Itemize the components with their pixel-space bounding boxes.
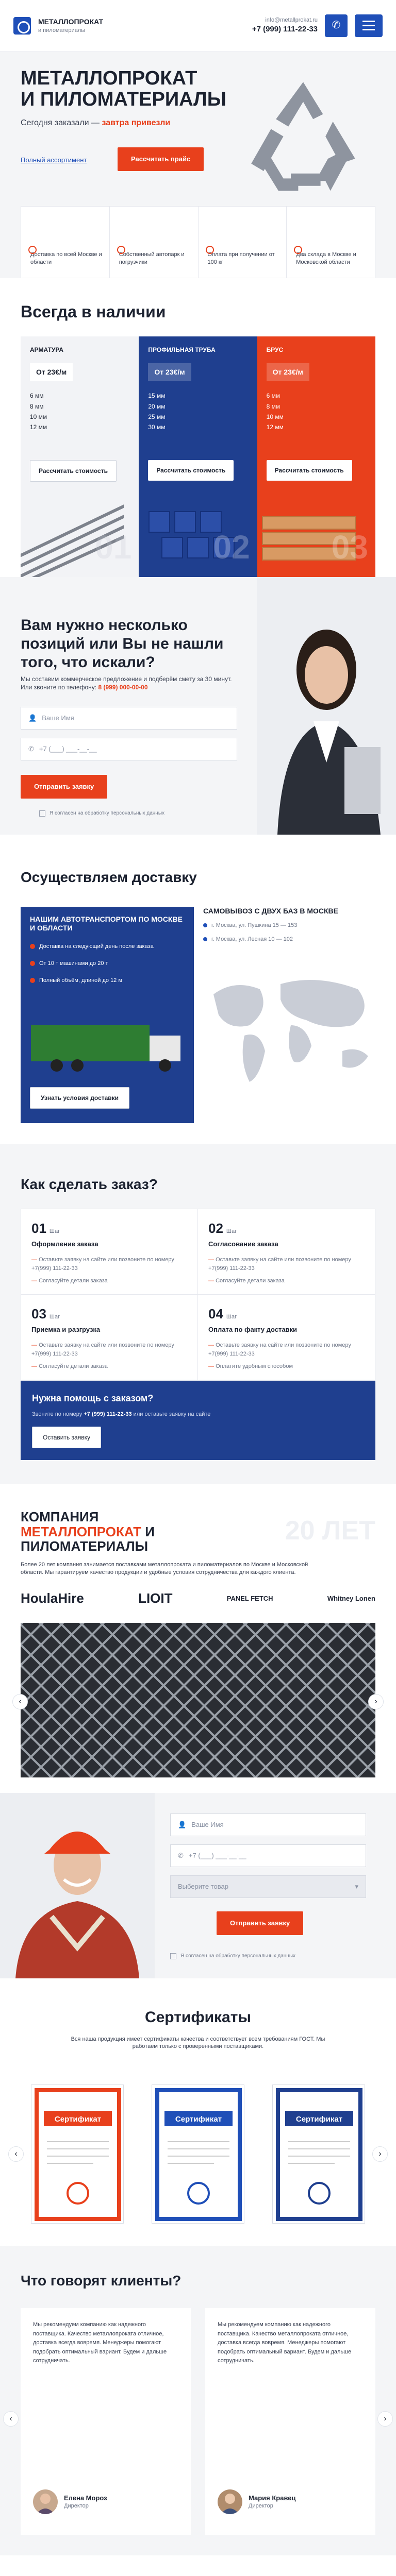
check-icon: [206, 246, 214, 254]
review-card: [205, 2308, 375, 2535]
step-number: 04: [208, 1306, 223, 1321]
mesh-prev-arrow[interactable]: ‹: [12, 1694, 28, 1709]
step-detail: — Оставьте заявку на сайте или позвоните по номеру +7(999) 111-22-33: [208, 1341, 365, 1358]
avatar: [218, 2489, 242, 2514]
menu-button[interactable]: [355, 14, 383, 37]
partners-row: [21, 1585, 375, 1611]
card-price: От 23€/м: [267, 363, 309, 381]
step-item: [21, 1295, 198, 1380]
certs-prev-arrow[interactable]: ‹: [8, 2146, 24, 2162]
hero-title-line1: МЕТАЛЛОПРОКАТ: [21, 67, 197, 89]
certificate-image: [273, 2085, 366, 2224]
product-card-rebar[interactable]: [21, 336, 139, 579]
worker-photo: [0, 1793, 155, 1978]
name-placeholder: Ваше Имя: [191, 1821, 224, 1829]
faq-section: [0, 2555, 396, 2576]
hero-subtitle: [21, 117, 170, 129]
step-tag: Шаг: [49, 1228, 60, 1234]
reviews-row: [21, 2308, 375, 2535]
mesh-image: [21, 1623, 375, 1777]
review-card: [21, 2308, 191, 2535]
partner-logo: HoulaHire: [21, 1590, 84, 1606]
size-item: 12 мм: [266, 423, 284, 431]
reviewer-role: Директор: [249, 2503, 273, 2510]
card-title: БРУС: [266, 346, 284, 354]
phone-icon: ✆: [28, 745, 34, 753]
logo-icon[interactable]: [13, 17, 31, 35]
phone-icon: ✆: [178, 1852, 184, 1860]
step-number: 01: [31, 1220, 46, 1236]
card-sizes: [148, 391, 248, 433]
certificate-image: [152, 2085, 245, 2224]
user-icon: 👤: [28, 714, 37, 722]
delivery-point: Полный объём, длиной до 12 м: [30, 977, 185, 985]
step-tag: Шаг: [226, 1228, 237, 1234]
phone-input-2[interactable]: [170, 1844, 366, 1867]
pickup-address: г. Москва, ул. Лесная 10 — 102: [203, 936, 378, 943]
reviews-section: [0, 2246, 396, 2555]
step-item: [21, 1209, 198, 1295]
size-item: 12 мм: [30, 423, 47, 431]
partner-logo: PANEL FETCH: [226, 1594, 273, 1602]
review-text: Мы рекомендуем компанию как надежного поставщика. Качество металлопроката отличное, доставка всегда вовремя. Менеджеры помогают подобрать оптимальный вариант. Будем и дальше сотрудничать.: [33, 2321, 167, 2364]
request-section-2: [0, 1793, 396, 1978]
calc-price-button[interactable]: Рассчитать прайс: [118, 147, 204, 171]
reviewer-role: Директор: [64, 2503, 89, 2510]
certificates-title: Сертификаты: [144, 2009, 252, 2026]
calc-cost-button[interactable]: Рассчитать стоимость: [267, 460, 352, 481]
hero-features: [21, 206, 375, 278]
logo-text[interactable]: [38, 17, 103, 35]
certificate-word: Сертификат: [54, 2115, 102, 2124]
request-section: [0, 577, 396, 835]
certificate-word: Сертификат: [175, 2115, 222, 2124]
feature-item: [21, 207, 110, 278]
company-desc: Более 20 лет компания занимается поставками металлопроката и пиломатериалов по Москве и Московской области. Мы гарантируем качество продукции и удобные условия сотрудничества для каждого клиента.: [21, 1561, 308, 1575]
feature-item: [110, 207, 199, 278]
step-detail: — Оставьте заявку на сайте или позвоните по номеру +7(999) 111-22-33: [208, 1256, 365, 1273]
company-title-line3: ПИЛОМАТЕРИАЛЫ: [21, 1538, 148, 1554]
delivery-box-title: НАШИМ АВТОТРАНСПОРТОМ ПО МОСКВЕ И ОБЛАСТИ: [30, 915, 183, 932]
product-card-pipe[interactable]: [139, 336, 257, 579]
site-header: [0, 0, 396, 52]
size-item: 25 мм: [148, 413, 166, 421]
user-icon: 👤: [178, 1821, 187, 1829]
delivery-box: [21, 907, 194, 1123]
help-desc: [32, 1411, 364, 1418]
hero-section: [0, 52, 396, 278]
request-title: Вам нужно несколько позиций или Вы не нашли того, что искали?: [21, 617, 224, 671]
howto-title: Как сделать заказ?: [21, 1176, 158, 1192]
truck-image: [21, 1015, 194, 1077]
size-item: 6 мм: [30, 392, 44, 400]
size-item: 10 мм: [266, 413, 284, 421]
feature-item: [199, 207, 287, 278]
help-desc-pre: Звоните по номеру: [32, 1411, 84, 1418]
phone-button[interactable]: [325, 14, 348, 37]
reviews-prev-arrow[interactable]: ‹: [3, 2411, 19, 2427]
step-number: 03: [31, 1306, 46, 1321]
product-select[interactable]: [170, 1875, 366, 1898]
feature-text: Оплата при получении от 100 кг: [207, 251, 275, 265]
stock-section: [0, 278, 396, 577]
certificate-image: [31, 2085, 124, 2224]
name-input[interactable]: [21, 707, 237, 730]
help-phone[interactable]: +7 (999) 111-22-33: [84, 1411, 132, 1418]
card-sizes: [30, 391, 129, 433]
card-title: ПРОФИЛЬНАЯ ТРУБА: [148, 346, 216, 354]
size-item: 20 мм: [148, 402, 166, 410]
name-placeholder: Ваше Имя: [42, 714, 74, 722]
header-phone[interactable]: +7 (999) 111-22-33: [252, 24, 318, 33]
check-icon: [117, 246, 125, 254]
pickup-title: САМОВЫВОЗ С ДВУХ БАЗ В МОСКВЕ: [203, 907, 338, 915]
step-detail: — Согласуйте детали заказа: [31, 1362, 187, 1371]
help-request-button[interactable]: Оставить заявку: [32, 1427, 101, 1448]
hero-subtitle-accent: завтра привезли: [102, 118, 171, 127]
hero-subtitle-text: Сегодня заказали —: [21, 118, 102, 127]
recycle-icon: [241, 72, 365, 196]
chevron-down-icon: ▾: [355, 1883, 358, 1891]
card-number: 03: [331, 528, 368, 566]
send-request-button[interactable]: Отправить заявку: [21, 775, 107, 799]
feature-text: Доставка по всей Москве и области: [30, 251, 102, 265]
certificates-section: [0, 1978, 396, 2246]
delivery-point: От 10 т машинами до 20 т: [30, 960, 185, 968]
certs-next-arrow[interactable]: ›: [372, 2146, 388, 2162]
request-desc-text: Мы составим коммерческое предложение и подберём смету за 30 минут. Или звоните по телефону:: [21, 675, 232, 691]
step-tag: Шаг: [49, 1313, 60, 1320]
step-number: 02: [208, 1220, 223, 1236]
partner-logo: LIOIT: [138, 1590, 173, 1606]
step-tag: Шаг: [226, 1313, 237, 1320]
header-contacts: [252, 16, 318, 35]
size-item: 8 мм: [30, 402, 44, 410]
review-text: Мы рекомендуем компанию как надежного поставщика. Качество металлопроката отличное, доставка всегда вовремя. Менеджеры помогают подобрать оптимальный вариант. Будем и дальше сотрудничать.: [218, 2321, 352, 2364]
help-box: [21, 1381, 375, 1460]
pickup-box: [203, 907, 378, 943]
step-detail: — Оставьте заявку на сайте или позвоните по номеру +7(999) 111-22-33: [31, 1341, 187, 1358]
logo-line1: МЕТАЛЛОПРОКАТ: [38, 17, 104, 26]
check-icon: [28, 246, 37, 254]
consent-checkbox[interactable]: [39, 810, 45, 817]
size-item: 6 мм: [266, 392, 280, 400]
certificates-row: [31, 2084, 365, 2224]
step-title: Приемка и разгрузка: [31, 1325, 101, 1333]
consent-checkbox[interactable]: [170, 1953, 176, 1959]
size-item: 15 мм: [148, 392, 166, 400]
partner-logo: Whitney Lonen: [327, 1594, 375, 1602]
company-title-accent: МЕТАЛЛОПРОКАТ: [21, 1523, 142, 1539]
help-desc-post: или оставьте заявку на сайте: [131, 1411, 211, 1418]
card-price: От 23€/м: [30, 363, 73, 381]
company-title-line1: КОМПАНИЯ: [21, 1509, 99, 1524]
step-title: Оформление заказа: [31, 1240, 98, 1248]
delivery-section: [0, 835, 396, 1144]
hero-title-line2: И ПИЛОМАТЕРИАЛЫ: [21, 89, 226, 111]
logo-line2: и пиломатериалы: [38, 27, 86, 33]
consent-2[interactable]: [170, 1953, 295, 1960]
phone-input[interactable]: [21, 738, 237, 760]
company-watermark: 20 ЛЕТ: [285, 1516, 375, 1546]
delivery-points: [30, 943, 185, 985]
reviews-title: Что говорят клиенты?: [21, 2273, 182, 2289]
step-detail: — Оставьте заявку на сайте или позвоните по номеру +7(999) 111-22-33: [31, 1256, 187, 1273]
certificates-desc: Вся наша продукция имеет сертификаты качества и соответствует всем требованиям ГОСТ. Мы работаем только с проверенными поставщиками.: [71, 2036, 325, 2050]
calc-cost-button[interactable]: Рассчитать стоимость: [30, 460, 117, 482]
step-title: Согласование заказа: [208, 1240, 278, 1248]
mesh-photo: [21, 1623, 375, 1777]
product-cards: [21, 336, 375, 579]
steps-grid: [21, 1209, 375, 1381]
phone-icon: ✆: [332, 20, 341, 31]
step-item: [198, 1295, 375, 1380]
calc-cost-button[interactable]: Рассчитать стоимость: [148, 460, 234, 481]
help-title: Нужна помощь с заказом?: [32, 1393, 154, 1403]
menu-icon: [362, 21, 375, 22]
reviewer-name: Елена Мороз: [64, 2494, 107, 2502]
step-detail: — Согласуйте детали заказа: [31, 1277, 187, 1285]
delivery-terms-button[interactable]: Узнать условия доставки: [30, 1087, 129, 1109]
hero-title: [21, 68, 226, 110]
consent[interactable]: [39, 810, 164, 817]
size-item: 10 мм: [30, 413, 47, 421]
request-phone[interactable]: 8 (999) 000-00-00: [98, 684, 148, 691]
step-title: Оплата по факту доставки: [208, 1325, 298, 1333]
size-item: 30 мм: [148, 423, 166, 431]
consent-text: Я согласен на обработку персональных данных: [50, 810, 165, 816]
delivery-point: Доставка на следующий день после заказа: [30, 943, 185, 951]
phone-placeholder: +7 (___) ___-__-__: [39, 745, 97, 753]
certificate-card[interactable]: [152, 2084, 244, 2224]
company-section: [0, 1484, 396, 1793]
world-map-image: [203, 963, 378, 1087]
stock-title: Всегда в наличии: [21, 302, 166, 321]
size-item: 8 мм: [266, 402, 280, 410]
card-sizes: [267, 391, 366, 433]
feature-item: [287, 207, 375, 278]
step-detail: — Оплатите удобным способом: [208, 1362, 365, 1371]
reviewer-name: Мария Кравец: [249, 2494, 296, 2502]
phone-placeholder: +7 (___) ___-__-__: [188, 1852, 246, 1860]
header-email[interactable]: info@metallprokat.ru: [265, 16, 318, 23]
avatar: [33, 2489, 58, 2514]
send-request-button-2[interactable]: Отправить заявку: [217, 1911, 303, 1935]
certificate-card[interactable]: [31, 2084, 124, 2224]
reviews-next-arrow[interactable]: ›: [377, 2411, 393, 2427]
feature-text: Два склада в Москве и Московской области: [296, 251, 356, 265]
step-detail: — Согласуйте детали заказа: [208, 1277, 365, 1285]
product-card-beam[interactable]: [257, 336, 375, 579]
certificate-card[interactable]: [272, 2084, 365, 2224]
assortment-link[interactable]: Полный ассортимент: [21, 156, 87, 164]
request-desc: [21, 675, 237, 691]
pickup-address: г. Москва, ул. Пушкина 15 — 153: [203, 922, 378, 929]
howto-section: [0, 1144, 396, 1484]
certificate-word: Сертификат: [295, 2115, 343, 2124]
manager-photo: [257, 577, 396, 835]
consent-text: Я согласен на обработку персональных данных: [180, 1953, 296, 1959]
name-input-2[interactable]: [170, 1814, 366, 1836]
card-number: 02: [213, 528, 250, 566]
mesh-next-arrow[interactable]: ›: [368, 1694, 384, 1709]
feature-text: Собственный автопарк и погрузчики: [119, 251, 185, 265]
card-price: От 23€/м: [148, 363, 191, 381]
select-placeholder: Выберите товар: [178, 1883, 228, 1891]
card-title: АРМАТУРА: [30, 346, 63, 354]
company-title-line2: И: [141, 1523, 155, 1539]
card-number: 01: [95, 528, 132, 566]
delivery-title: Осуществляем доставку: [21, 869, 197, 885]
step-item: [198, 1209, 375, 1295]
